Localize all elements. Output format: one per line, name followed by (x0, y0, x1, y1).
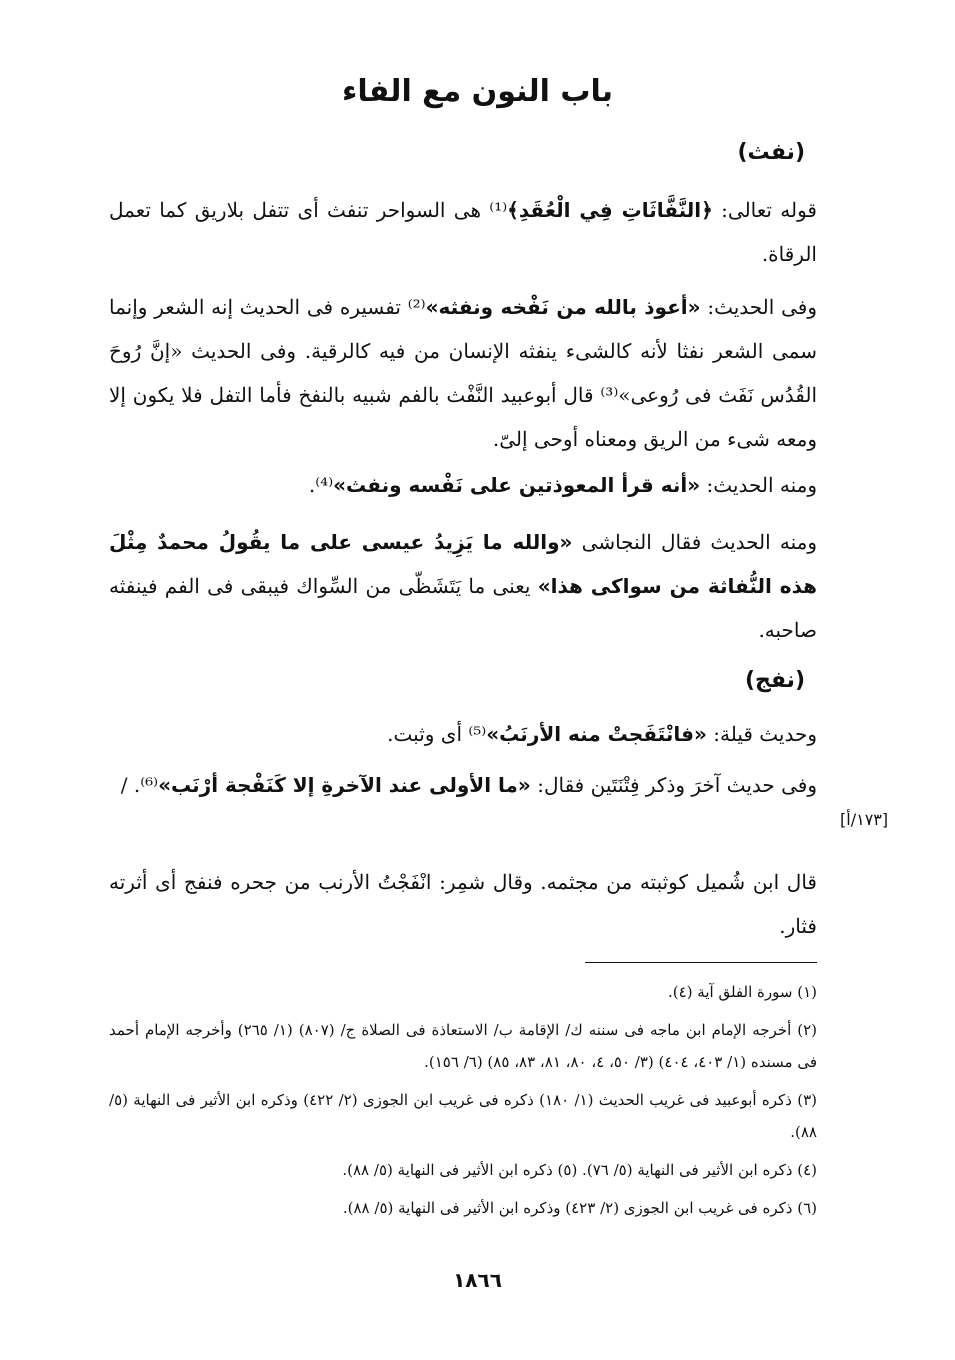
section-heading-nafaj: (نفج) (744, 668, 805, 693)
paragraph-7: قال ابن شُميل كوثبته من مجثمه. وقال شمِر: انْفَجْتُ الأرنب من جحره فنفج أى أثرته فثار. (109, 870, 817, 938)
hadith-quote: «والله ما يَزِيدُ عيسى على ما يقُولُ محمدٌ مِثْلَ هذه النُّفاثة من سواكى هذا» (109, 530, 818, 598)
paragraph-1: قوله تعالى: ﴿النَّفَّاثَاتِ فِي الْعُقَدِ﴾⁽¹⁾ هى السواحر تنفث أى تتفل بلاريق كما تعمل الرقاة. (109, 198, 817, 266)
hadith-quote: «أنه قرأ المعوذتين على نَفْسه ونفث» (333, 473, 701, 497)
footnote-2: (٢) أخرجه الإمام ابن ماجه فى سننه ك/ الإقامة ب/ الاستعاذة فى الصلاة ج/ (٨٠٧) (١/ ٢٦٥) وأخرجه الإمام أحمد فى مسنده (١/ ٤٠٣، ٤٠٤) (٣/ ٥٠، ٤، ٨٠، ٨١، ٨٣، ٨٥) (٦/ ١٥٦). (109, 1021, 817, 1071)
paragraph-4: ومنه الحديث فقال النجاشى «والله ما يَزِيدُ عيسى على ما يقُولُ محمدٌ مِثْلَ هذه النُّفاثة من سواكى هذا» يعنى ما يَتَشَظّى من السِّواك فيبقى فى الفم فينفثه صاحبه. (109, 530, 818, 642)
folio-marker: [١٧٣/أ] (840, 810, 889, 829)
page-number: ١٨٦٦ (453, 1268, 502, 1292)
hadith-quote: «ما الأولى عند الآخرةِ إلا كَنَفْجة أرْنَب» (158, 773, 531, 797)
paragraph-6: وفى حديث آخرَ وذكر فِتْنَتَين فقال: «ما الأولى عند الآخرةِ إلا كَنَفْجة أرْنَب»⁽⁶⁾. / (120, 773, 817, 797)
section-heading-nafath: (نفث) (737, 140, 805, 165)
hadith-quote: «فانْتَفَجتْ منه الأرنَبُ» (486, 722, 707, 746)
footnotes (109, 976, 817, 1230)
footnote-3: (٣) ذكره أبوعبيد فى غريب الحديث (١/ ١٨٠) ذكره فى غريب ابن الجوزى (٢/ ٤٢٢) وذكره ابن الأثير فى النهاية (٥/ ٨٨). (109, 1091, 817, 1141)
footnote-4-5: (٤) ذكره ابن الأثير فى النهاية (٥/ ٧٦). (٥) ذكره ابن الأثير فى النهاية (٥/ ٨٨). (342, 1161, 817, 1179)
footnote-divider (585, 962, 817, 963)
footnote-1: (١) سورة الفلق آية (٤). (668, 983, 817, 1001)
paragraph-2: وفى الحديث: «أعوذ بالله من نَفْخه ونفثه»⁽²⁾ تفسيره فى الحديث إنه الشعر وإنما سمى الشعر نفثا لأنه كالشىء ينفثه الإنسان من فيه كالرقية. وفى الحديث «إنَّ رُوحَ القُدُس نَفَث فى رُوعى»⁽³⁾ قال أبوعبيد النَّفْث بالفم شبيه بالنفخ فأما التفل فلا يكون إلا ومعه شىء من الريق ومعناه أوحى إلىّ. (109, 295, 818, 451)
paragraph-5: وحديث قيلة: «فانْتَفَجتْ منه الأرنَبُ»⁽⁵⁾ أى وثبت. (387, 722, 817, 746)
quran-quote: ﴿النَّفَّاثَاتِ فِي الْعُقَدِ﴾ (507, 198, 713, 222)
chapter-title: باب النون مع الفاء (341, 74, 614, 109)
hadith-quote: «أعوذ بالله من نَفْخه ونفثه» (425, 295, 701, 319)
paragraph-3: ومنه الحديث: «أنه قرأ المعوذتين على نَفْسه ونفث»⁽⁴⁾. (308, 473, 817, 497)
footnote-6: (٦) ذكره فى غريب ابن الجوزى (٢/ ٤٢٣) وذكره ابن الأثير فى النهاية (٥/ ٨٨). (342, 1199, 817, 1217)
